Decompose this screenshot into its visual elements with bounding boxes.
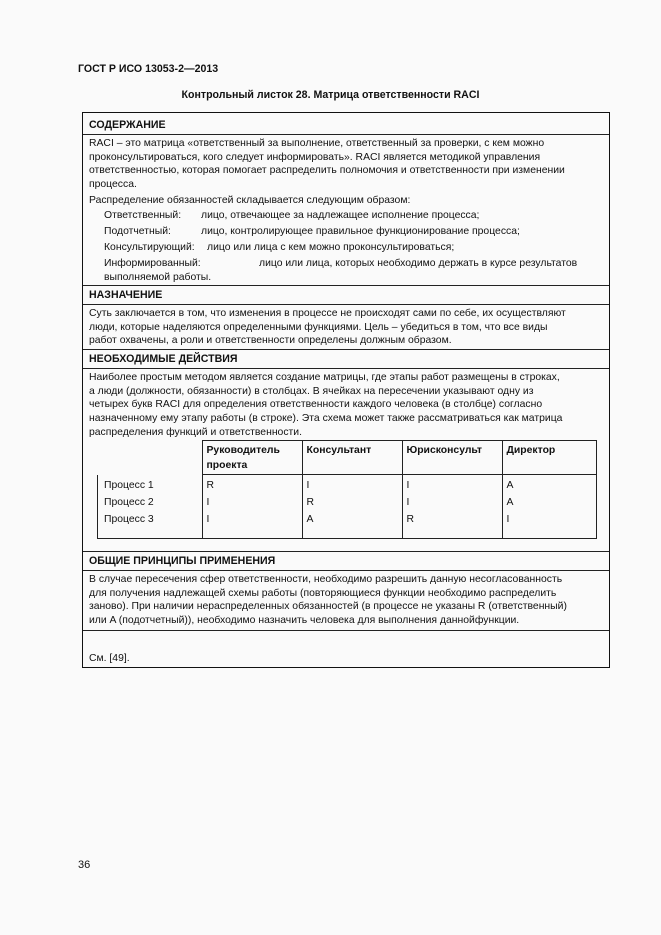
definition-text: лицо, контролирующее правильное функционирование процесса; xyxy=(201,225,520,237)
reference-section xyxy=(83,652,609,666)
actions-heading-divider xyxy=(83,368,609,369)
distribution-intro: Распределение обязанностей складывается следующим образом: xyxy=(89,194,411,206)
content-line: проконсультироваться, кого следует информировать». RACI является методикой управления xyxy=(89,151,541,163)
checklist-title: Контрольный листок 28. Матрица ответственности RACI xyxy=(181,89,480,101)
raci-cell: A xyxy=(502,475,596,496)
row-label: Процесс 3 xyxy=(98,512,203,539)
definition-term: Ответственный: xyxy=(104,209,182,221)
definition-informed xyxy=(89,257,603,271)
raci-cell: A xyxy=(502,495,596,512)
definition-informed-continued xyxy=(89,271,603,285)
principles-body xyxy=(83,573,609,628)
purpose-heading: НАЗНАЧЕНИЕ xyxy=(89,289,163,301)
raci-cell: I xyxy=(202,495,302,512)
definition-text-continued: выполняемой работы. xyxy=(104,271,212,283)
raci-cell: I xyxy=(402,475,502,496)
raci-cell: R xyxy=(202,475,302,496)
actions-line: четырех букв RACI для определения ответственности каждого человека (в столбце) согласно xyxy=(89,399,543,411)
actions-line: назначенному ему этапу работы (в строке). Эта схема может также рассматриваться как матрица xyxy=(89,413,563,425)
raci-cell: R xyxy=(302,495,402,512)
principles-section xyxy=(83,555,609,569)
content-heading: СОДЕРЖАНИЕ xyxy=(89,119,166,131)
definition-text: лицо или лица с кем можно проконсультироваться; xyxy=(207,241,455,253)
definition-term: Подотчетный: xyxy=(104,225,171,237)
actions-section xyxy=(83,353,609,367)
raci-cell: I xyxy=(202,512,302,539)
purpose-heading-divider xyxy=(83,304,609,305)
content-section xyxy=(83,119,609,133)
table-corner-cell xyxy=(98,441,203,475)
raci-cell: I xyxy=(402,495,502,512)
definition-text: лицо, отвечающее за надлежащее исполнение процесса; xyxy=(201,209,480,221)
definition-consulted xyxy=(89,241,603,255)
purpose-section xyxy=(83,289,609,303)
table-row xyxy=(98,495,597,512)
section-divider xyxy=(83,285,609,286)
principles-line: В случае пересечения сфер ответственности, необходимо разрешить данную несогласованность xyxy=(89,574,563,585)
content-heading-divider xyxy=(83,134,609,135)
definition-term: Информированный: xyxy=(104,257,201,269)
definition-term: Консультирующий: xyxy=(104,241,195,253)
column-header-director: Директор xyxy=(502,441,596,475)
principles-heading: ОБЩИЕ ПРИНЦИПЫ ПРИМЕНЕНИЯ xyxy=(89,555,276,567)
definition-text: лицо или лица, которых необходимо держать в курсе результатов xyxy=(259,257,578,269)
column-header-project-manager: Руководитель проекта xyxy=(202,441,302,475)
reference-text: См. [49]. xyxy=(89,653,130,664)
actions-line: распределения функций и ответственности. xyxy=(89,426,302,438)
raci-cell: R xyxy=(402,512,502,539)
content-line: процесса. xyxy=(89,179,137,191)
purpose-body xyxy=(83,307,609,348)
page-number: 36 xyxy=(78,859,91,871)
section-divider xyxy=(83,551,609,552)
principles-line: или A (подотчетный)), необходимо назначить человека для выполнения даннойфункции. xyxy=(89,615,520,627)
actions-line: а люди (должности, обязанности) в столбцах. В ячейках на пересечении указывают одну из xyxy=(89,385,534,397)
section-divider xyxy=(83,349,609,350)
section-divider xyxy=(83,630,609,631)
purpose-line: люди, которые наделяются определенными функциями. Цель – убедиться в том, что все виды xyxy=(89,321,548,333)
table-row xyxy=(98,512,597,539)
definition-responsible xyxy=(89,209,603,223)
actions-heading: НЕОБХОДИМЫЕ ДЕЙСТВИЯ xyxy=(89,353,238,365)
principles-line: для получения надлежащей схемы работы (повторяющиеся функции необходимо распределить xyxy=(89,587,557,599)
document-code: ГОСТ Р ИСО 13053-2—2013 xyxy=(78,63,219,75)
purpose-line: работ охвачены, а роли и ответственности определены должным образом. xyxy=(89,335,452,347)
actions-line: Наиболее простым методом является создание матрицы, где этапы работ размещены в строках, xyxy=(89,372,560,383)
row-label: Процесс 2 xyxy=(98,495,203,512)
content-line: RACI – это матрица «ответственный за выполнение, ответственный за проверки, с кем можно xyxy=(89,138,545,149)
column-header-consultant: Консультант xyxy=(302,441,402,475)
table-row xyxy=(98,475,597,496)
principles-line: заново). При наличии нераспределенных обязанностей (в процессе не указаны R (ответственный) xyxy=(89,601,567,613)
checklist-frame xyxy=(82,112,610,668)
content-body xyxy=(83,137,609,285)
raci-cell: I xyxy=(502,512,596,539)
raci-cell: A xyxy=(302,512,402,539)
actions-body xyxy=(83,371,609,440)
row-label: Процесс 1 xyxy=(98,475,203,496)
content-line: ответственностью, которая помогает распределить полномочия и ответственности при изменении xyxy=(89,165,565,177)
definition-accountable xyxy=(89,225,603,239)
raci-matrix-table xyxy=(97,440,597,539)
purpose-line: Суть заключается в том, что изменения в процессе не происходят сами по себе, их осуществляют xyxy=(89,308,566,319)
principles-heading-divider xyxy=(83,570,609,571)
raci-cell: I xyxy=(302,475,402,496)
column-header-legal-advisor: Юрисконсульт xyxy=(402,441,502,475)
